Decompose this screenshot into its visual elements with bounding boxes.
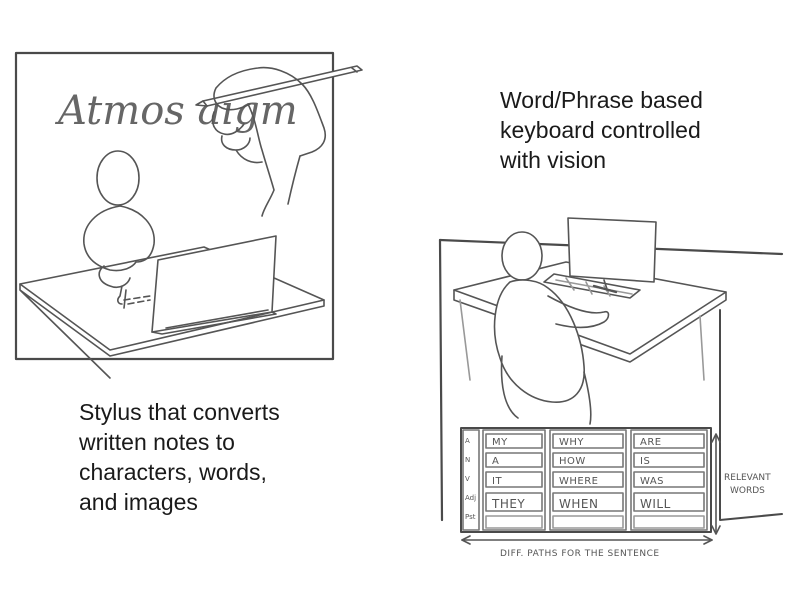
caption-line: Stylus that converts <box>79 399 280 425</box>
word-cell-label: MY <box>492 437 508 448</box>
word-cell-label: HOW <box>559 456 586 467</box>
caption-line: with vision <box>500 147 607 173</box>
word-cell-label: WHERE <box>559 476 599 487</box>
word-cell-label: IT <box>492 476 503 487</box>
word-cell-label: ARE <box>640 437 662 448</box>
vision-keyboard-caption <box>500 85 703 175</box>
wall-line-left <box>440 240 442 520</box>
word-cell-label: WAS <box>640 476 665 487</box>
row-label: Adj <box>465 494 477 502</box>
sentence-paths-arrow <box>462 536 712 544</box>
caption-line: characters, words, <box>79 459 267 485</box>
caption-line: Word/Phrase based <box>500 87 703 113</box>
row-label: N <box>465 456 471 464</box>
handwriting-scribble: Atmos aigm <box>58 88 298 134</box>
relevant-words-label-line2: WORDS <box>730 486 765 496</box>
seated-person-head-icon <box>502 232 542 280</box>
word-cell-label: WHEN <box>559 497 599 511</box>
row-label: A <box>465 437 470 445</box>
caption-line: written notes to <box>79 429 235 455</box>
vision-keyboard-sketch-panel <box>440 218 782 559</box>
sentence-paths-label: DIFF. PATHS FOR THE SENTENCE <box>500 549 660 559</box>
word-cell-label: WILL <box>640 497 671 511</box>
word-cell-label: A <box>492 456 500 467</box>
stylus-caption <box>79 397 280 517</box>
person-body-icon <box>84 206 154 308</box>
relevant-words-label-line1: RELEVANT <box>724 473 771 483</box>
monitor-icon <box>568 218 656 292</box>
word-cell-label: THEY <box>492 497 526 511</box>
caption-line: and images <box>79 489 198 515</box>
person-head-icon <box>97 151 139 205</box>
seated-person-body-icon <box>495 280 585 402</box>
word-cell-label: WHY <box>559 437 585 448</box>
relevant-words-arrow <box>712 434 720 534</box>
row-label: V <box>465 475 470 483</box>
word-cell-label: IS <box>640 456 651 467</box>
row-label: Pst <box>465 513 476 521</box>
caption-line: keyboard controlled <box>500 117 701 143</box>
stylus-sketch-panel <box>16 53 362 378</box>
laptop-icon <box>152 236 276 334</box>
